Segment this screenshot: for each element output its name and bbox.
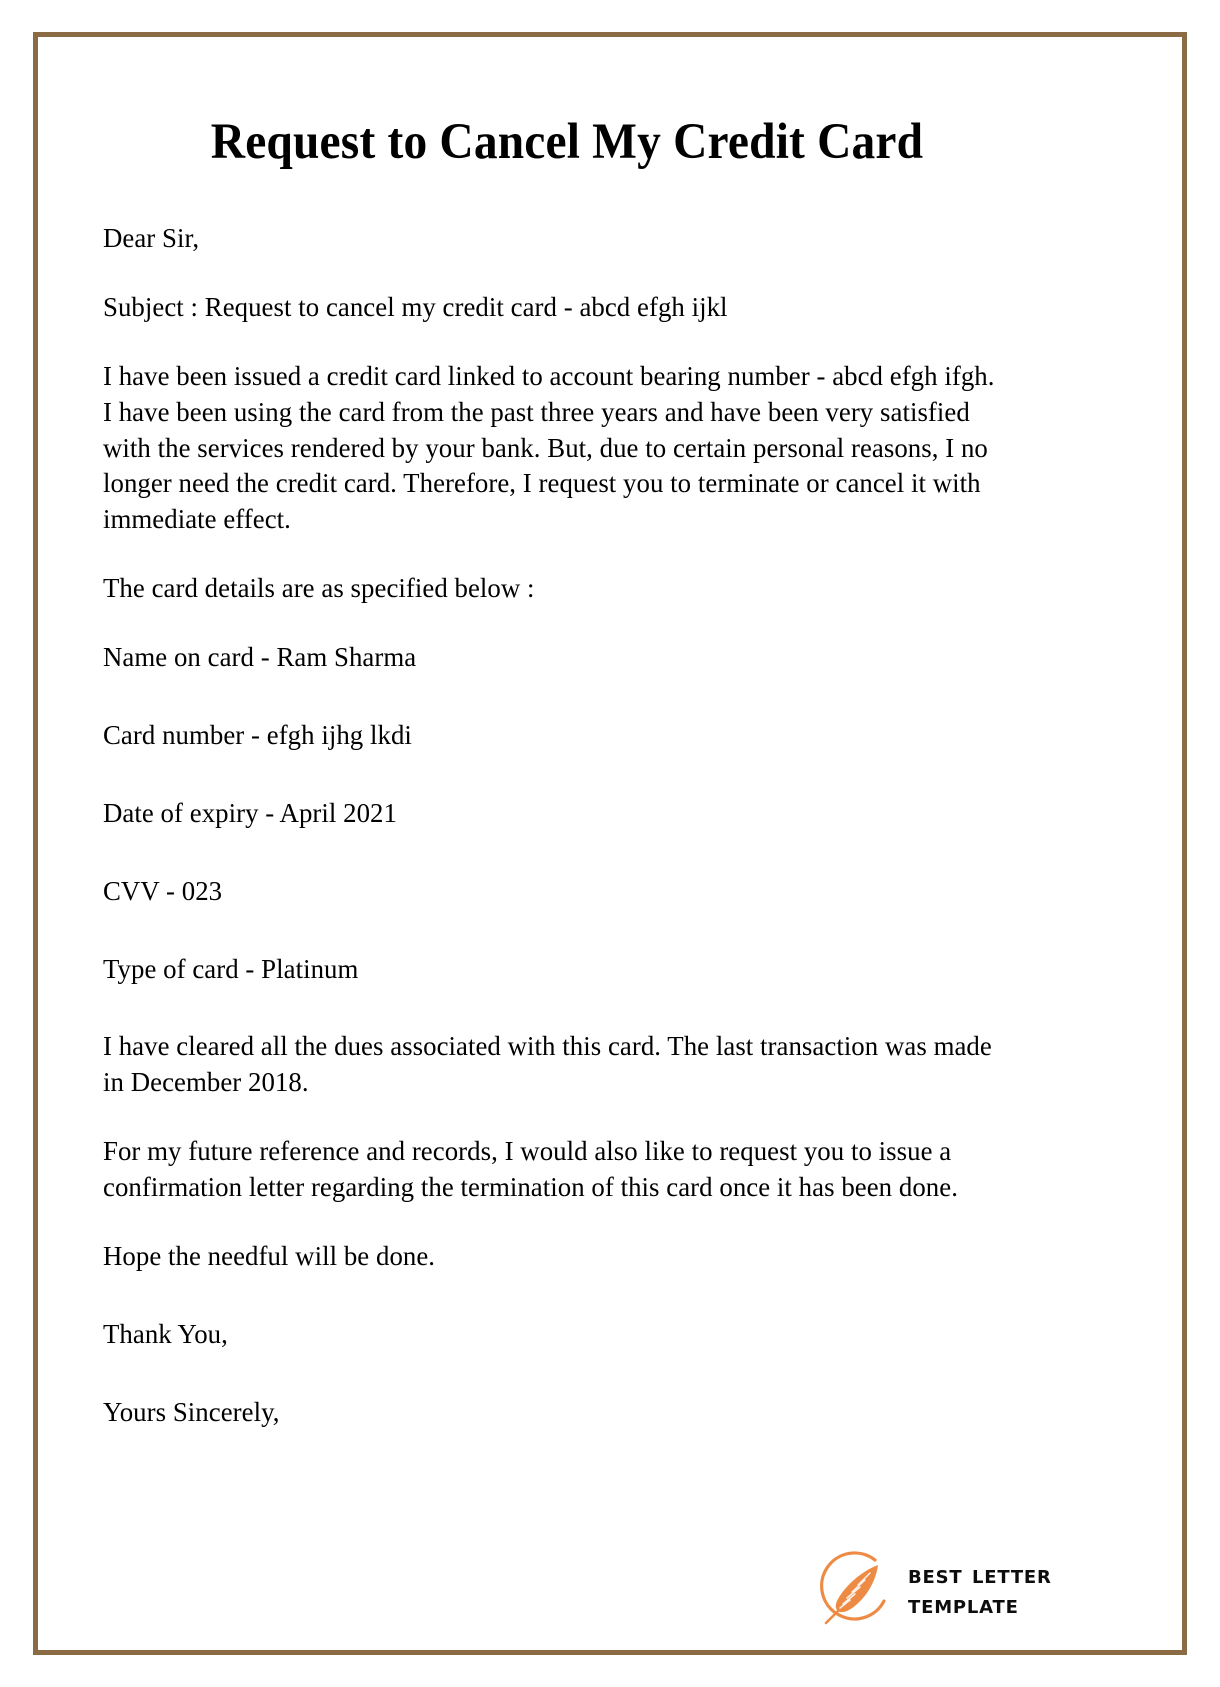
card-detail-expiry: Date of expiry - April 2021	[103, 796, 397, 828]
quill-in-circle-icon	[818, 1549, 896, 1629]
paragraph-closing-hope: Hope the needful will be done.	[103, 1239, 436, 1271]
salutation: Dear Sir,	[103, 222, 200, 254]
page-title: Request to Cancel My Credit Card	[210, 114, 924, 170]
paragraph-dues: I have cleared all the dues associated with this card. The last transaction was made in December 2018.	[103, 1030, 992, 1098]
card-detail-type: Type of card - Platinum	[103, 952, 359, 984]
logo-line-2: template	[908, 1589, 1019, 1619]
paragraph-intro: I have been issued a credit card linked to account bearing number - abcd efgh ifgh. I have been using the card from the past three years and have been very satisfied with the services rendered by your bank. But, due to certain personal reasons, I no longer need the credit card. Therefore, I request you to terminate or cancel it with immediate effect.	[103, 359, 995, 535]
letter-content	[103, 0, 1031, 1463]
letter-body	[103, 220, 1031, 1430]
logo-line-1: best letter	[908, 1559, 1052, 1589]
sign-off-thanks: Thank You,	[103, 1317, 228, 1349]
card-details-heading: The card details are as specified below :	[103, 572, 535, 604]
logo-wordmark	[908, 1559, 1052, 1619]
paragraph-confirmation-request: For my future reference and records, I would also like to request you to issue a confirmation letter regarding the termination of this card once it has been done.	[103, 1135, 958, 1203]
card-detail-number: Card number - efgh ijhg lkdi	[103, 718, 412, 750]
subject-line: Subject : Request to cancel my credit card - abcd efgh ijkl	[103, 290, 728, 322]
card-detail-cvv: CVV - 023	[103, 874, 223, 906]
card-detail-name: Name on card - Ram Sharma	[103, 641, 417, 673]
best-letter-template-logo	[818, 1539, 1128, 1639]
sign-off-sincerely: Yours Sincerely,	[103, 1395, 280, 1427]
